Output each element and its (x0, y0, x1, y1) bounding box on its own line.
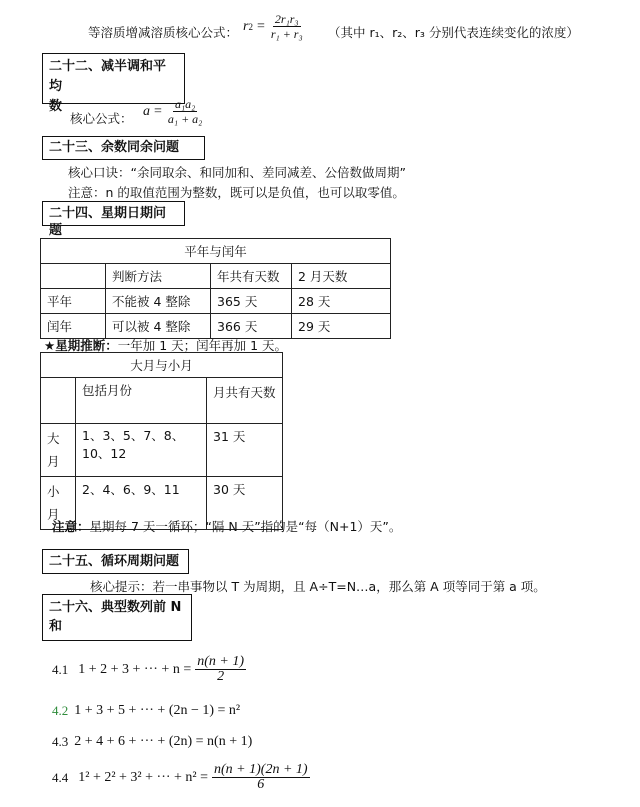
weekday-inference-label: ★星期推断： (44, 338, 118, 353)
table-cell: 29 天 (292, 314, 391, 339)
formula-4-4 (52, 763, 310, 792)
top-formula-label: 等溶质增减溶质核心公式： (88, 25, 239, 40)
formula-numerator: n(n + 1) (197, 654, 244, 669)
sec22-formula: $\overline{a}$ = $\frac{\text{a₁a₂}}{\text{a₁ + a₂}}$ (143, 97, 203, 126)
table-cell: 可以被 4 整除 (106, 314, 211, 339)
leap-year-table (40, 238, 391, 339)
table-cell: 31 天 (207, 424, 283, 477)
table-cell: 1、3、5、7、8、10、12 (76, 424, 207, 477)
formula-4-3 (52, 734, 252, 750)
sec22-formula-lhs: $\overline{a}$ (143, 103, 150, 119)
table-cell: 366 天 (211, 314, 292, 339)
section-26-title-line1: 二十六、典型数列前 N (49, 600, 182, 615)
table-cell: 2、4、6、9、11 (76, 477, 207, 530)
sec22-formula-numerator: a₁a₂ (174, 97, 196, 111)
formula-expression: 1 + 3 + 5 + ··· + (2n − 1) = n² (74, 703, 241, 718)
table-header-cell (41, 378, 76, 424)
formula-4-1 (52, 655, 246, 684)
table-header-cell: 包括月份 (76, 378, 207, 424)
top-formula: r 2 = $\frac{\text{2r₁r₃}}{\text{r₁ + r₃}}$ (243, 12, 303, 41)
table-header-cell: 年共有天数 (211, 264, 292, 289)
weekday-inference-text: 一年加 1 天；闰年再加 1 天。 (117, 338, 288, 353)
table-cell: 28 天 (292, 289, 391, 314)
table-cell: 平年 (41, 289, 106, 314)
table-cell: 365 天 (211, 289, 292, 314)
section-24-title: 二十四、星期日期问题 (42, 201, 185, 226)
month-table (40, 352, 283, 530)
sec24-note-label: 注意： (52, 519, 90, 534)
section-26-title-line2: 和 (49, 619, 63, 634)
table-cell: 30 天 (207, 477, 283, 530)
table-cell: 大月 (41, 424, 76, 477)
top-formula-numerator: 2r₁r₃ (274, 12, 299, 26)
section-22-title-line1: 二十二、减半调和平均 (49, 59, 167, 94)
leap-year-table-caption: 平年与闰年 (41, 239, 391, 264)
sec24-note (52, 517, 401, 535)
formula-numerator: n(n + 1)(2n + 1) (214, 762, 308, 777)
sec24-note-text: 星期每 7 天一循环；“隔 N 天”指的是“每（N+1）天”。 (89, 519, 402, 534)
formula-4-2 (52, 703, 240, 719)
sec22-formula-denominator: a₁ + a₂ (167, 112, 203, 126)
section-22-title-line2: 数 (49, 99, 63, 114)
formula-lhs: 1 + 2 + 3 + ··· + n = (78, 661, 192, 677)
sec23-line1: 核心口诀：“余同取余、和同加和、差同减差、公倍数做周期” (68, 165, 406, 180)
month-table-caption: 大月与小月 (41, 353, 283, 378)
section-23-title: 二十三、余数同余问题 (42, 136, 205, 160)
formula-number: 4.2 (52, 703, 69, 718)
sec25-text: 核心提示：若一串事物以 T 为周期，且 A÷T=N…a，那么第 A 项等同于第 a 项。 (90, 579, 546, 594)
table-header-cell (41, 264, 106, 289)
table-header-cell: 月共有天数 (207, 378, 283, 424)
table-cell: 闰年 (41, 314, 106, 339)
formula-denominator: 6 (257, 777, 265, 792)
formula-number: 4.3 (52, 734, 69, 749)
table-header-cell: 判断方法 (106, 264, 211, 289)
sec22-formula-label: 核心公式： (70, 111, 133, 126)
top-formula-lhs: r (243, 18, 249, 34)
top-note: （其中 r₁、r₂、r₃ 分别代表连续变化的浓度） (328, 25, 579, 40)
formula-number: 4.1 (52, 661, 69, 677)
section-26-title (42, 594, 192, 641)
formula-number: 4.4 (52, 769, 69, 785)
table-header-cell: 2 月天数 (292, 264, 391, 289)
top-formula-lhs-sub: 2 (248, 21, 253, 32)
formula-denominator: 2 (217, 669, 225, 684)
section-25-title: 二十五、循环周期问题 (42, 549, 189, 574)
sec23-line2: 注意：n 的取值范围为整数，既可以是负值，也可以取零值。 (68, 185, 405, 200)
table-cell: 不能被 4 整除 (106, 289, 211, 314)
top-formula-denominator: r₁ + r₃ (270, 27, 303, 41)
formula-expression: 2 + 4 + 6 + ··· + (2n) = n(n + 1) (74, 734, 253, 749)
formula-lhs: 1² + 2² + 3² + ··· + n² = (78, 769, 209, 785)
table-cell: 小月 (41, 477, 76, 530)
